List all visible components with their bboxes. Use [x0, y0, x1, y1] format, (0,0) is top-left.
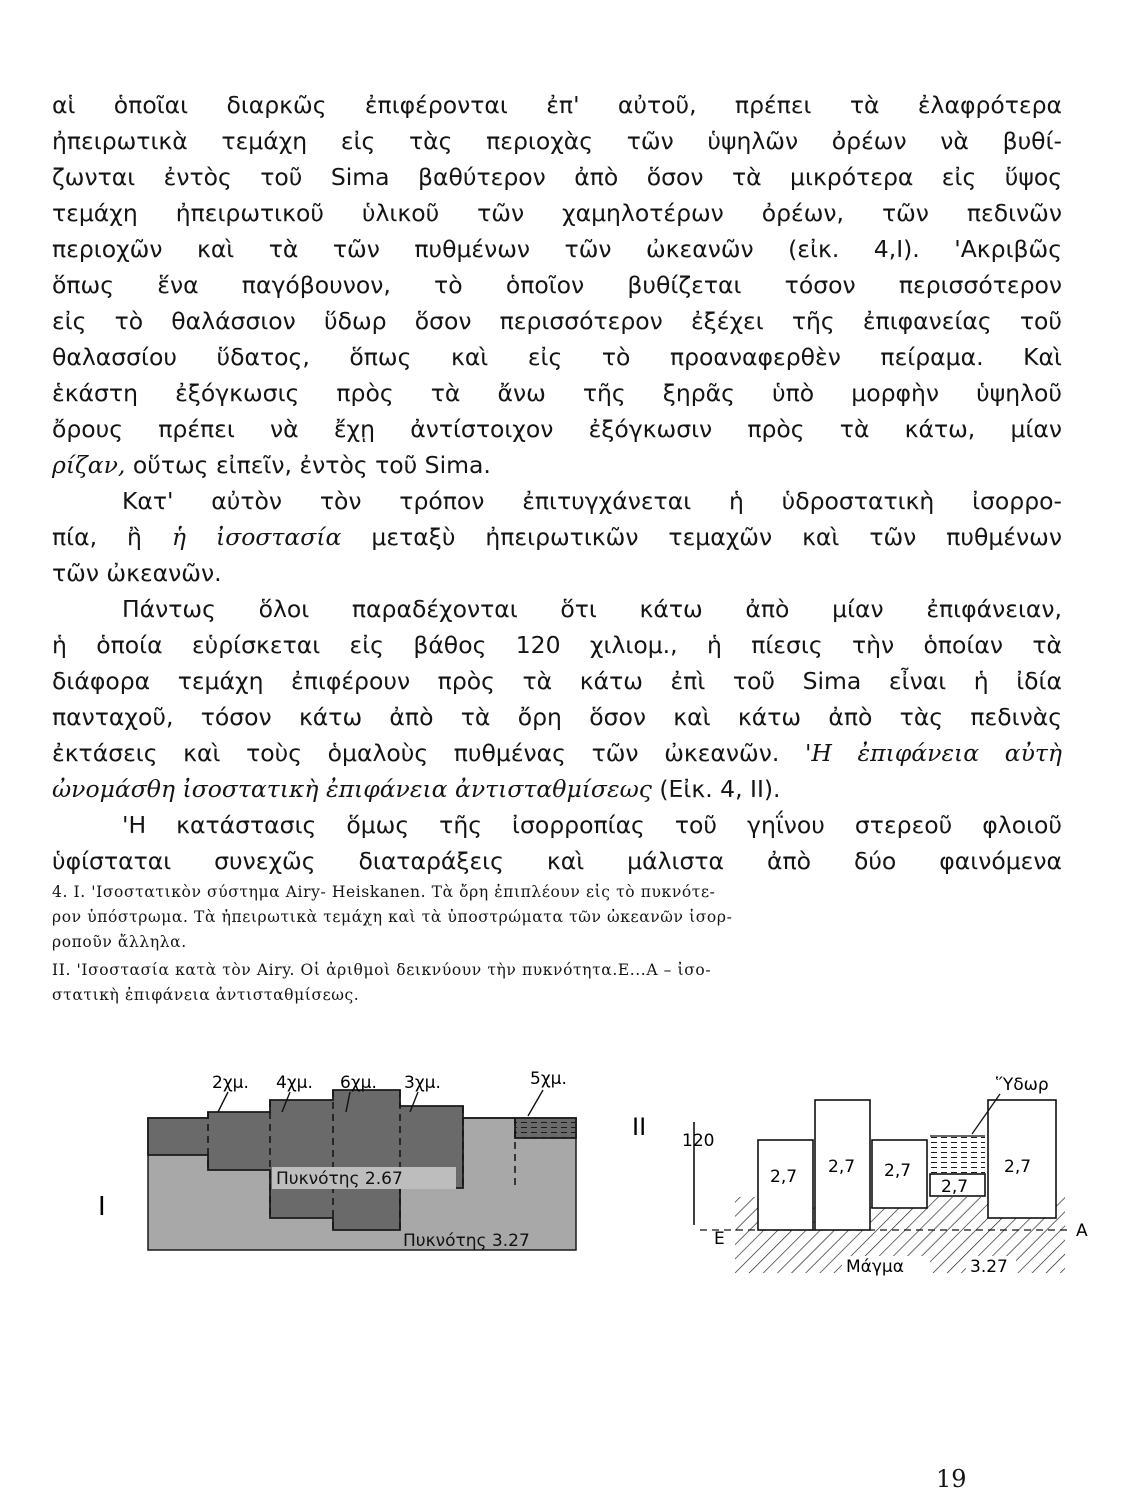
text-line [52, 520, 1062, 554]
text-line: ἑκάστη ἐξόγκωσις πρὸς τὰ ἄνω τῆς ξηρᾶς ὑπὸ μορφὴν ὑψηλοῦ [52, 379, 1062, 407]
text-line: Πάντως ὅλοι παραδέχονται ὅτι κάτω ἀπὸ μίαν ἐπιφάνειαν, [122, 595, 1062, 623]
block-density: 2,7 [770, 1167, 798, 1187]
depth-label: 120 [682, 1131, 715, 1151]
text-line: τεμάχη ἠπειρωτικοῦ ὑλικοῦ τῶν χαμηλοτέρων ὀρέων, τῶν πεδινῶν [52, 199, 1062, 227]
block-density: 2,7 [828, 1157, 856, 1177]
figure-airy-model [632, 1075, 1088, 1277]
page-number: 19 [936, 1465, 967, 1493]
text-line: Κατ' αὐτὸν τὸν τρόπον ἐπιτυγχάνεται ἡ ὑδροστατικὴ ἰσορρο- [122, 487, 1062, 515]
caption-line: ρον ὑπόστρωμα. Τὰ ἠπειρωτικὰ τεμάχη καὶ τὰ ὑποστρώματα τῶν ὠκεανῶν ἰσορ- [52, 908, 733, 926]
text-line: ζωνται ἐντὸς τοῦ Sima βαθύτερον ἀπὸ ὅσον τὰ μικρότερα εἰς ὕψος [52, 163, 1062, 191]
figure-airy-heiskanen [98, 1069, 576, 1251]
caption-line: 4. Ι. 'Ισοστατικὸν σύστημα Airy- Heiskanen. Τὰ ὄρη ἐπιπλέουν εἰς τὸ πυκνότε- [52, 883, 716, 901]
magma-label: Μάγμα [846, 1257, 904, 1277]
text-span: οὕτως εἰπεῖν, ἐντὸς τοῦ Sima. [125, 451, 491, 479]
text-line [52, 448, 1062, 482]
density-label: Πυκνότης 3.27 [403, 1231, 530, 1251]
italic-phrase: 'Η ἐπιφάνεια αὐτὴ [804, 739, 1063, 767]
italic-phrase: ὠνομάσθη ἰσοστατικὴ ἐπιφάνεια ἀντισταθμίσεως [52, 775, 652, 803]
height-label: 3χμ. [404, 1073, 441, 1093]
text-span: πία, ἢ [52, 523, 172, 551]
text-line: ἠπειρωτικὰ τεμάχη εἰς τὰς περιοχὰς τῶν ὑψηλῶν ὀρέων νὰ βυθί- [52, 127, 1062, 155]
figure-roman-label: II [632, 1113, 647, 1141]
text-line [52, 772, 1062, 806]
text-line: θαλασσίου ὕδατος, ὅπως καὶ εἰς τὸ προαναφερθὲν πείραμα. Καὶ [52, 343, 1062, 371]
label-a: Α [1076, 1221, 1088, 1241]
italic-word: ρίζαν, [52, 451, 126, 479]
text-line: τῶν ὠκεανῶν. [52, 559, 222, 587]
height-label: 2χμ. [212, 1073, 249, 1093]
pointer-arrow [218, 1092, 228, 1112]
block-density: 2,7 [941, 1177, 969, 1197]
density-label: Πυκνότης 2.67 [276, 1169, 403, 1189]
sea-water [515, 1118, 576, 1138]
water-label: Ὕδωρ [996, 1075, 1049, 1095]
italic-term: ἡ ἰσοστασία [171, 523, 342, 551]
figure-roman-label: I [98, 1192, 106, 1222]
height-label: 5χμ. [530, 1069, 567, 1089]
text-span: ἐκτάσεις καὶ τοὺς ὁμαλοὺς πυθμένας τῶν ὠκεανῶν. [52, 739, 805, 767]
block-density: 2,7 [1004, 1157, 1032, 1177]
text-line: ἡ ὁποία εὑρίσκεται εἰς βάθος 120 χιλιομ., ἡ πίεσις τὴν ὁποίαν τὰ [52, 631, 1062, 659]
height-label: 6χμ. [340, 1073, 377, 1093]
caption-line: ΙΙ. 'Ισοστασία κατὰ τὸν Airy. Οἱ ἀριθμοὶ δεικνύουν τὴν πυκνότητα.Ε...Α – ἰσο- [52, 961, 712, 979]
sea-water [930, 1136, 985, 1174]
figure-isostasy [0, 1060, 1122, 1320]
text-line: διάφορα τεμάχη ἐπιφέρουν πρὸς τὰ κάτω ἐπὶ τοῦ Sima εἶναι ἡ ἰδία [52, 667, 1062, 695]
height-label: 4χμ. [276, 1073, 313, 1093]
text-line: περιοχῶν καὶ τὰ τῶν πυθμένων τῶν ὠκεανῶν (εἰκ. 4,Ι). 'Ακριβῶς [52, 235, 1062, 263]
text-span: (Εἰκ. 4, ΙΙ). [651, 775, 781, 803]
text-line: αἱ ὁποῖαι διαρκῶς ἐπιφέρονται ἐπ' αὐτοῦ, πρέπει τὰ ἐλαφρότερα [52, 91, 1062, 119]
label-e: Ε [714, 1229, 725, 1249]
text-line: ὑφίσταται συνεχῶς διαταράξεις καὶ μάλιστα ἀπὸ δύο φαινόμενα [52, 847, 1062, 875]
text-line: εἰς τὸ θαλάσσιον ὕδωρ ὅσον περισσότερον ἐξέχει τῆς ἐπιφανείας τοῦ [52, 307, 1062, 335]
magma-density: 3.27 [970, 1257, 1008, 1277]
text-line: πανταχοῦ, τόσον κάτω ἀπὸ τὰ ὄρη ὅσον καὶ κάτω ἀπὸ τὰς πεδινὰς [52, 703, 1062, 731]
text-line: ὄρους πρέπει νὰ ἔχῃ ἀντίστοιχον ἐξόγκωσιν πρὸς τὰ κάτω, μίαν [52, 415, 1062, 443]
text-line: 'Η κατάστασις ὅμως τῆς ἰσορροπίας τοῦ γηΐνου στερεοῦ φλοιοῦ [122, 811, 1062, 839]
text-span: μεταξὺ ἠπειρωτικῶν τεμαχῶν καὶ τῶν πυθμένων [341, 523, 1062, 551]
text-line [52, 736, 1062, 770]
text-line: ὅπως ἕνα παγόβουνον, τὸ ὁποῖον βυθίζεται τόσον περισσότερον [52, 271, 1062, 299]
block-density: 2,7 [884, 1161, 912, 1181]
pointer-arrow [528, 1090, 543, 1116]
caption-line: ροποῦν ἄλληλα. [52, 933, 187, 951]
caption-line: στατικὴ ἐπιφάνεια ἀντισταθμίσεως. [52, 986, 360, 1004]
